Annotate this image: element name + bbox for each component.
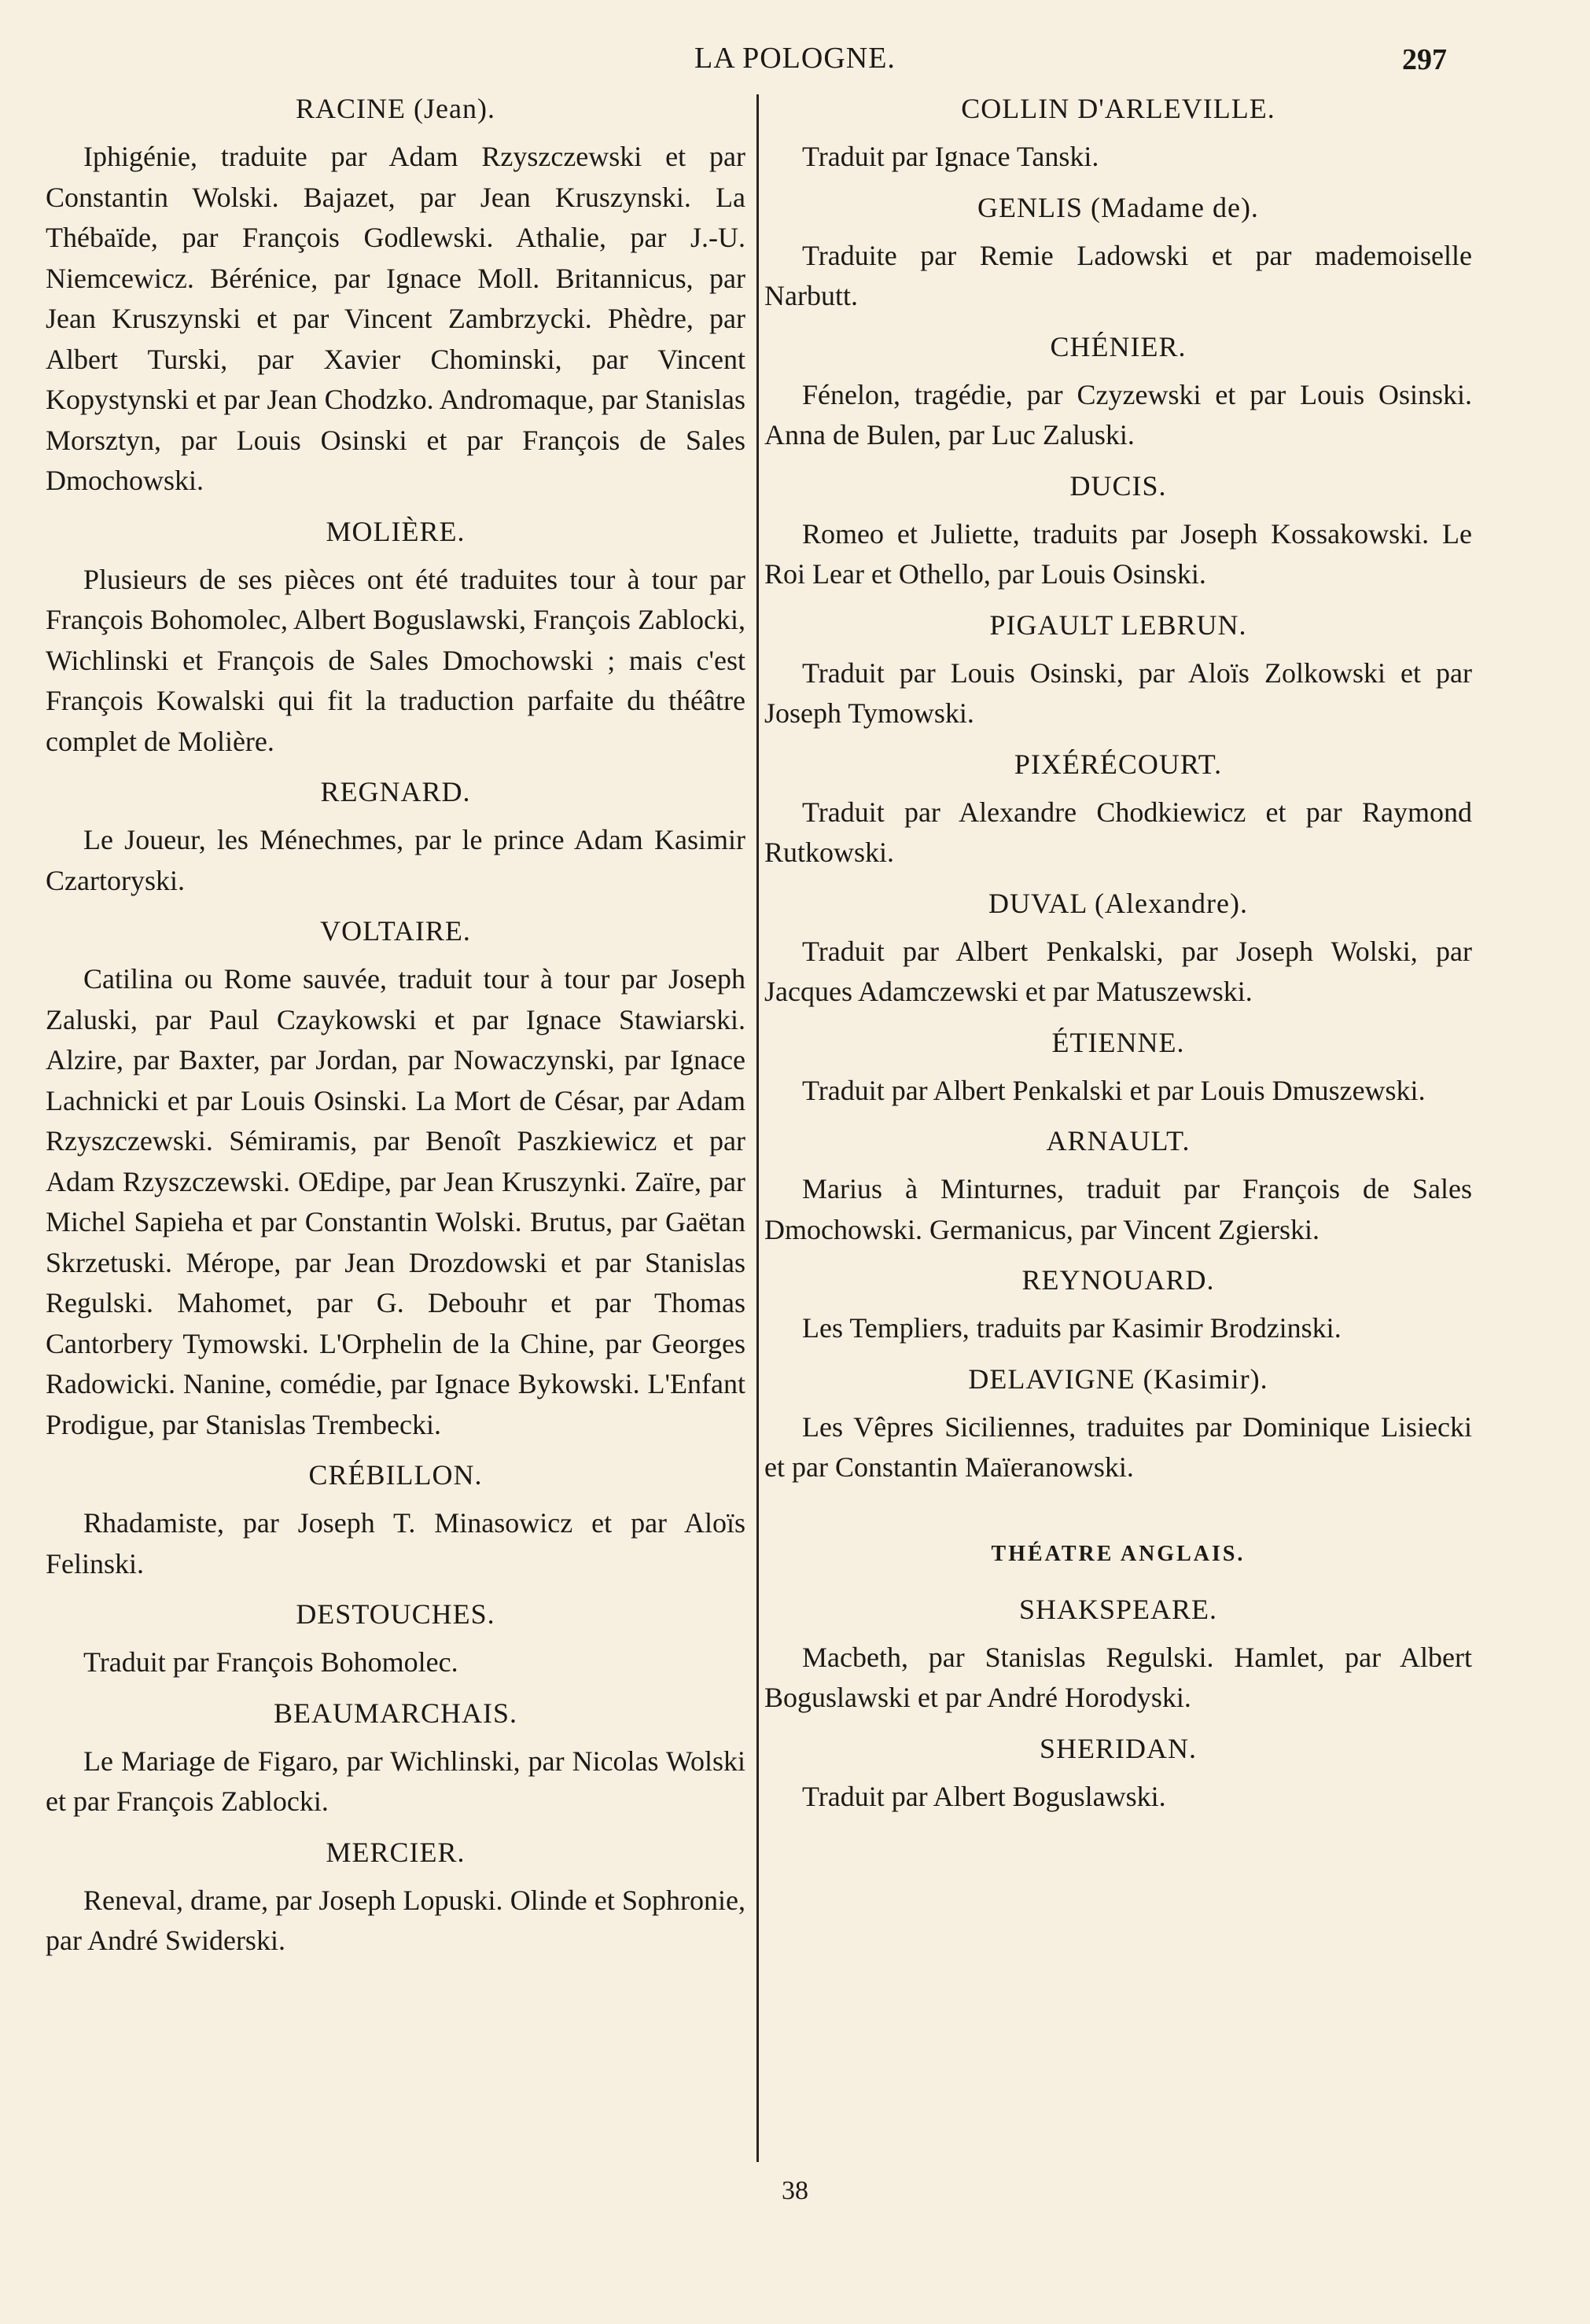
page-number: 297 bbox=[1402, 43, 1447, 76]
entry-heading: MOLIÈRE. bbox=[326, 515, 466, 547]
entry-heading: DUVAL (Alexandre). bbox=[988, 887, 1248, 919]
entry-heading: REYNOUARD. bbox=[1021, 1264, 1215, 1296]
entry-heading: DUCIS. bbox=[1069, 469, 1167, 502]
entry-heading: RACINE (Jean). bbox=[296, 93, 495, 124]
entry-text: Traduit par Alexandre Chodkiewicz et par Raymond Rutkowski. bbox=[764, 796, 1472, 868]
running-title: LA POLOGNE. bbox=[694, 42, 896, 75]
entry-heading: SHERIDAN. bbox=[1039, 1732, 1197, 1764]
section-title: THÉATRE ANGLAIS. bbox=[991, 1541, 1246, 1566]
entry-heading: COLLIN D'ARLEVILLE. bbox=[961, 93, 1275, 124]
entry-text: Catilina ou Rome sauvée, traduit tour à tour par Joseph Zaluski, par Paul Czaykowski et par Ignace Stawiarski. Alzire, par Baxter, par Jordan, par Nowaczynski, par Ignace Lachnicki et par Louis Osinski. La Mort de César, par Adam Rzyszczewski. Sémiramis, par Benoît Paszkiewicz et par Adam Rzyszczewski. OEdipe, par Jean Kruszynki. Zaïre, par Michel Sapieha et par Constantin Wolski. Brutus, par Gaëtan Skrzetuski. Mérope, par Jean Drozdowski et par Stanislas Regulski. Mahomet, par G. Debouhr et par Thomas Cantorbery Tymowski. L'Orphelin de la Chine, par Georges Radowicki. Nanine, comédie, par Ignace Bykowski. L'Enfant Prodigue, par Stanislas Trembecki. bbox=[46, 963, 745, 1440]
entry-heading: PIXÉRÉCOURT. bbox=[1014, 748, 1223, 780]
entry-text: Marius à Minturnes, traduit par François de Sales Dmochowski. Germanicus, par Vincent Zgierski. bbox=[764, 1173, 1472, 1245]
entry-text: Le Joueur, les Ménechmes, par le prince Adam Kasimir Czartoryski. bbox=[46, 824, 745, 896]
entry-heading: ÉTIENNE. bbox=[1051, 1026, 1185, 1058]
signature-mark: 38 bbox=[782, 2176, 808, 2205]
entry-text: Fénelon, tragédie, par Czyzewski et par Louis Osinski. Anna de Bulen, par Luc Zaluski. bbox=[764, 378, 1472, 450]
entry-text: Macbeth, par Stanislas Regulski. Hamlet, par Albert Boguslawski et par André Horodyski. bbox=[764, 1641, 1472, 1713]
entry-text: Romeo et Juliette, traduits par Joseph Kossakowski. Le Roi Lear et Othello, par Louis Osinski. bbox=[764, 517, 1472, 590]
right-column bbox=[764, 88, 1472, 1826]
entry-heading: DELAVIGNE (Kasimir). bbox=[968, 1362, 1268, 1395]
entry-heading: CHÉNIER. bbox=[1050, 330, 1187, 362]
entry-heading: MERCIER. bbox=[326, 1836, 466, 1868]
entry-text: Rhadamiste, par Joseph T. Minasowicz et par Aloïs Felinski. bbox=[46, 1507, 745, 1579]
column-divider bbox=[756, 94, 759, 2162]
entry-text: Traduit par Albert Penkalski et par Louis Dmuszewski. bbox=[802, 1074, 1426, 1106]
entry-text: Traduit par Louis Osinski, par Aloïs Zolkowski et par Joseph Tymowski. bbox=[764, 656, 1472, 729]
entry-text: Les Templiers, traduits par Kasimir Brodzinski. bbox=[802, 1312, 1342, 1344]
entry-heading: BEAUMARCHAIS. bbox=[273, 1697, 518, 1729]
entry-text: Plusieurs de ses pièces ont été traduites tour à tour par François Bohomolec, Albert Boguslawski, François Zablocki, Wichlinski et François de Sales Dmochowski ; mais c'est François Kowalski qui fit la traduction parfaite du théâtre complet de Molière. bbox=[46, 563, 745, 757]
entry-text: Iphigénie, traduite par Adam Rzyszczewski et par Constantin Wolski. Bajazet, par Jean Kruszynski. La Thébaïde, par François Godlewski. Athalie, par J.-U. Niemcewicz. Bérénice, par Ignace Moll. Britannicus, par Jean Kruszynski et par Vincent Zambrzycki. Phèdre, par Albert Turski, par Xavier Chominski, par Vincent Kopystynski et par Jean Chodzko. Andromaque, par Stanislas Morsztyn, par Louis Osinski et par François de Sales Dmochowski. bbox=[46, 141, 745, 496]
entry-text: Le Mariage de Figaro, par Wichlinski, par Nicolas Wolski et par François Zablocki. bbox=[46, 1745, 745, 1817]
left-column bbox=[46, 88, 745, 1971]
entry-text: Traduite par Remie Ladowski et par mademoiselle Narbutt. bbox=[764, 239, 1472, 311]
entry-heading: GENLIS (Madame de). bbox=[977, 191, 1259, 223]
entry-heading: REGNARD. bbox=[320, 776, 471, 807]
entry-heading: VOLTAIRE. bbox=[320, 915, 471, 947]
entry-text: Traduit par Ignace Tanski. bbox=[802, 141, 1099, 172]
running-head bbox=[0, 41, 1590, 80]
entry-heading: PIGAULT LEBRUN. bbox=[989, 609, 1247, 641]
entry-heading: CRÉBILLON. bbox=[308, 1459, 483, 1491]
entry-heading: DESTOUCHES. bbox=[296, 1598, 495, 1630]
entry-heading: SHAKSPEARE. bbox=[1018, 1593, 1218, 1625]
entry-text: Traduit par Albert Penkalski, par Joseph Wolski, par Jacques Adamczewski et par Matuszewski. bbox=[764, 935, 1472, 1007]
entry-text: Traduit par François Bohomolec. bbox=[83, 1646, 458, 1678]
entry-heading: ARNAULT. bbox=[1046, 1125, 1191, 1156]
entry-text: Les Vêpres Siciliennes, traduites par Dominique Lisiecki et par Constantin Maïeranowski. bbox=[764, 1410, 1472, 1483]
entry-text: Traduit par Albert Boguslawski. bbox=[802, 1780, 1166, 1812]
entry-text: Reneval, drame, par Joseph Lopuski. Olinde et Sophronie, par André Swiderski. bbox=[46, 1884, 745, 1956]
